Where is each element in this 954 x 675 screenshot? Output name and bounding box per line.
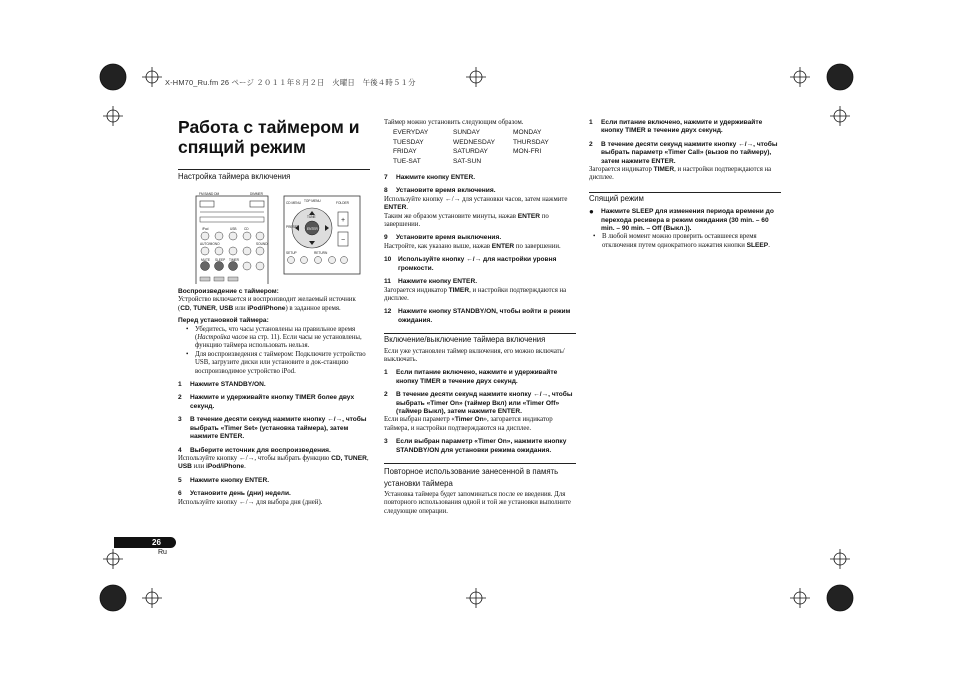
step-4: 4 Выберите источник для воспроизведения. xyxy=(178,446,331,454)
step-4-text: Используйте кнопку ←/→, чтобы выбрать функцию CD, TUNER, USB или iPod/iPhone. xyxy=(178,454,369,471)
step-9: 9 Установите время выключения. xyxy=(384,234,502,242)
remote-label-preset: PRESET xyxy=(286,225,299,229)
step-11-text: Загорается индикатор TIMER, и настройки подтверждаются на дисплее. xyxy=(384,286,567,302)
step-12: 12 Нажмите кнопку STANDBY/ON, чтобы войти в режим ожидания. xyxy=(384,308,571,324)
recall-step-2: 2 В течение десяти секунд нажмите кнопку ←/→, чтобы выбрать параметр «Timer Call» (вызов по таймеру), затем нажмите ENTER. xyxy=(589,140,778,165)
remote-label-dimmer: DIMMER xyxy=(250,192,263,196)
section2-text: Если уже установлен таймер включения, его можно включать/выключать. xyxy=(384,347,565,363)
running-header: X-HM70_Ru.fm 26 ページ ２０１１年８月２日 火曜日 午後４時５１分 xyxy=(165,78,416,87)
remote-label-folder: FOLDER xyxy=(336,201,349,205)
remote-label-usb: USB xyxy=(230,227,237,231)
day-option: WEDNESDAY xyxy=(453,138,496,146)
remote-label-cdmenu: CD MENU xyxy=(286,201,301,205)
bullet-source: • Для воспроизведения с таймером: Подключите устройство USB, загрузите диски или установите в док-станцию воспроизводимое устройство iPod. xyxy=(186,350,366,375)
days-intro: Таймер можно установить следующим образом. xyxy=(384,119,524,126)
remote-label-ipod: iPod xyxy=(202,227,209,231)
remote-label-cd: CD xyxy=(244,227,249,231)
day-option: MONDAY xyxy=(513,129,542,137)
day-option: MON-FRI xyxy=(513,148,542,156)
step-5: 5 Нажмите кнопку ENTER. xyxy=(178,476,270,484)
before-timer-heading: Перед установкой таймера: xyxy=(178,317,269,325)
day-option: FRIDAY xyxy=(393,148,417,156)
remote-label-mute: MUTE xyxy=(201,258,211,262)
step-6-text: Используйте кнопку ←/→ для выбора дня (дней). xyxy=(178,498,323,506)
sleep-note: • В любой момент можно проверить оставшееся время отключения путем однократного нажатия кнопки SLEEP. xyxy=(593,233,770,249)
remote-illustration xyxy=(178,184,370,284)
section-heading-timer-recall: Повторное использование занесенной в память установки таймера xyxy=(384,463,576,490)
toggle-step-1: 1 Если питание включено, нажмите и удерживайте кнопку TIMER в течение двух секунд. xyxy=(384,369,558,385)
recall-step-1: 1 Если питание включено, нажмите и удерживайте кнопку TIMER в течение двух секунд. xyxy=(589,119,763,135)
page-title xyxy=(178,117,378,157)
remote-label-sound: SOUND xyxy=(256,242,268,246)
section-heading-sleep: Спящий режим xyxy=(589,192,781,203)
step-3: 3 В течение десяти секунд нажмите кнопку ←/→, чтобы выбрать «Timer Set» (установка таймера), затем нажмите ENTER. xyxy=(178,416,367,441)
day-option: TUESDAY xyxy=(393,138,424,146)
toggle-step-2-text: Если выбран параметр «Timer On», загорается индикатор таймера, и настройки подтверждаются на дисплее. xyxy=(384,416,553,432)
section3-text: Установка таймера будет запоминаться после ее введения. Для повторного использования одной и той же установки выполните следующие операции. xyxy=(384,491,571,515)
toggle-step-3: 3 Если выбран параметр «Timer On», нажмите кнопку STANDBY/ON для установки режима ожидания. xyxy=(384,438,567,454)
step-8: 8 Установите время включения. xyxy=(384,187,496,195)
title-line-1: Работа с таймером и xyxy=(178,117,360,137)
day-option: SUNDAY xyxy=(453,129,480,137)
day-option: THURSDAY xyxy=(513,138,549,146)
step-9-text: Настройте, как указано выше, нажав ENTER по завершении. xyxy=(384,242,561,250)
svg-text:+: + xyxy=(341,217,346,224)
timer-play-heading: Воспроизведение с таймером: xyxy=(178,288,279,295)
step-10: 10 Используйте кнопку ←/→ для настройки уровня громкости. xyxy=(384,256,557,272)
language-code: Ru xyxy=(158,549,167,556)
bullet-clock: • Убедитесь, что часы установлены на правильное время (Настройка часов на стр. 11). Если часы не установлены, функцию таймера использовать нельзя. xyxy=(186,325,362,350)
sleep-step: ● Нажмите SLEEP для изменения периода времени до перехода ресивера в режим ожидания (30 min. – 60 min. – 90 min. – Off (Выкл.)). xyxy=(589,207,774,233)
step-7: 7 Нажмите кнопку ENTER. xyxy=(384,174,476,182)
page-number: 26 xyxy=(152,538,161,547)
section-heading-timer-on: Настройка таймера включения xyxy=(178,169,370,181)
day-option: EVERYDAY xyxy=(393,129,429,137)
recall-step-2-text: Загорается индикатор TIMER, и настройки подтверждаются на дисплее. xyxy=(589,166,772,182)
days-list xyxy=(393,129,576,166)
step-6: 6 Установите день (дни) недели. xyxy=(178,490,291,498)
remote-label-tune: TUNE xyxy=(307,215,316,219)
page-number-badge xyxy=(114,537,176,548)
svg-text:−: − xyxy=(341,237,346,244)
remote-label-topmenu: TOP MENU xyxy=(304,199,321,203)
remote-label-return: RETURN xyxy=(314,251,328,255)
remote-label-fmband: FM BAND DM xyxy=(199,192,220,196)
remote-label-enter: ENTER xyxy=(307,227,318,231)
step-8-text-2: Таким же образом установите минуты, нажав ENTER по завершении. xyxy=(384,212,549,229)
middle-column xyxy=(384,119,576,516)
day-option: SAT-SUN xyxy=(453,157,482,165)
right-column xyxy=(589,119,781,250)
step-1: 1 Нажмите STANDBY/ON. xyxy=(178,381,266,389)
remote-label-setup: SETUP xyxy=(286,251,297,255)
step-8-text-1: Используйте кнопку ←/→ для установки часов, затем нажмите ENTER. xyxy=(384,195,568,212)
day-option: SATURDAY xyxy=(453,148,488,156)
remote-label-sleep: SLEEP xyxy=(215,258,226,262)
day-option: TUE-SAT xyxy=(393,157,421,165)
step-2: 2 Нажмите и удерживайте кнопку TIMER более двух секунд. xyxy=(178,394,355,410)
section-heading-timer-toggle: Включение/выключение таймера включения xyxy=(384,333,576,344)
remote-label-automono: AUTO/MONO xyxy=(200,242,220,246)
toggle-step-2: 2 В течение десяти секунд нажмите кнопку ←/→, чтобы выбрать «Timer On» (таймер Вкл) или «Timer Off» (таймер Выкл), затем нажмите ENTER. xyxy=(384,391,573,415)
left-column xyxy=(178,288,370,507)
title-line-2: спящий режим xyxy=(178,137,306,157)
timer-play-text: Устройство включается и воспроизводит желаемый источник (CD, TUNER, USB или iPod/iPhone) в заданное время. xyxy=(178,296,356,312)
remote-label-timer: TIMER xyxy=(229,258,239,262)
step-11: 11 Нажмите кнопку ENTER. xyxy=(384,278,478,286)
